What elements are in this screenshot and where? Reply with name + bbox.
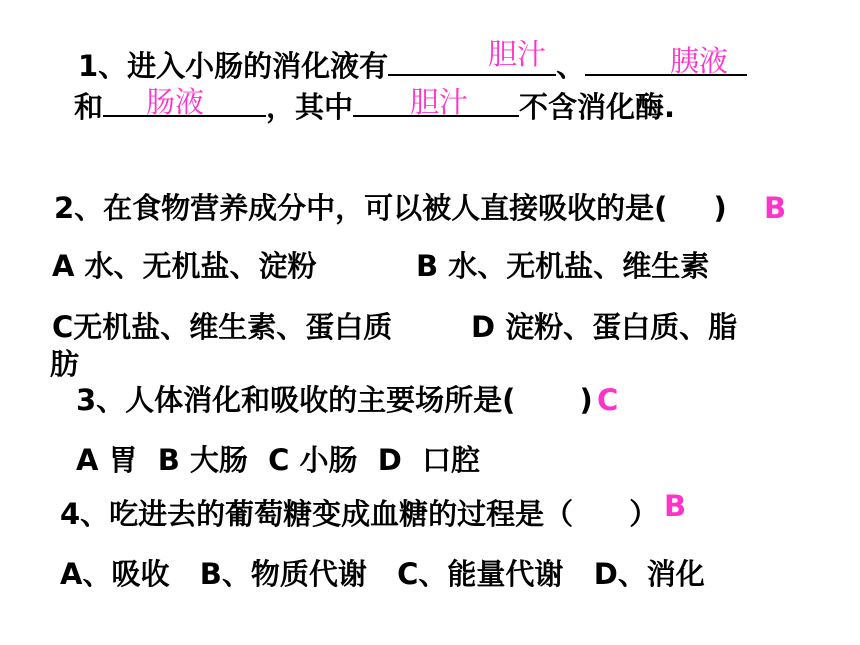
q1-answer-3: 肠液	[146, 85, 205, 119]
q1-line2-suffix: 不含消化酶.	[519, 90, 676, 124]
q2-stem	[54, 191, 727, 225]
q1-line2-prefix: 和	[74, 90, 104, 124]
q1-line1-prefix: 1、进入小肠的消化液有	[78, 49, 389, 83]
q1-line1	[78, 50, 747, 81]
q2-option-d-cont: 肪	[50, 347, 80, 381]
q1-answer-4: 胆汁	[410, 85, 469, 119]
q3-stem	[76, 383, 593, 417]
q4-answer: B	[664, 489, 687, 523]
q4-stem-text: 4、吃进去的葡萄糖变成血糖的过程是（	[60, 497, 574, 531]
q2-option-c: C无机盐、维生素、蛋白质	[52, 310, 393, 344]
q2-option-b: B 水、无机盐、维生素	[416, 249, 710, 283]
q1-separator: 、	[556, 49, 586, 83]
q2-answer: B	[764, 191, 787, 225]
q2-option-d: D 淀粉、蛋白质、脂	[471, 310, 738, 344]
q3-answer: C	[597, 383, 619, 417]
q4-close: ）	[629, 497, 659, 531]
q4-stem	[60, 497, 659, 531]
q2-stem-text: 2、在食物营养成分中，可以被人直接吸收的是(	[54, 191, 668, 225]
q1-line2-mid: ，其中	[266, 90, 354, 124]
q2-option-a: A 水、无机盐、淀粉	[52, 249, 317, 283]
q2-close: )	[713, 191, 727, 225]
q1-answer-2: 胰液	[670, 44, 729, 78]
q3-options: A 胃 B 大肠 C 小肠 D 口腔	[76, 443, 480, 477]
q1-answer-1: 胆汁	[488, 37, 547, 71]
q3-close: )	[579, 383, 593, 417]
q3-stem-text: 3、人体消化和吸收的主要场所是(	[76, 383, 516, 417]
q4-options: A、吸收 B、物质代谢 C、能量代谢 D、消化	[60, 557, 705, 591]
